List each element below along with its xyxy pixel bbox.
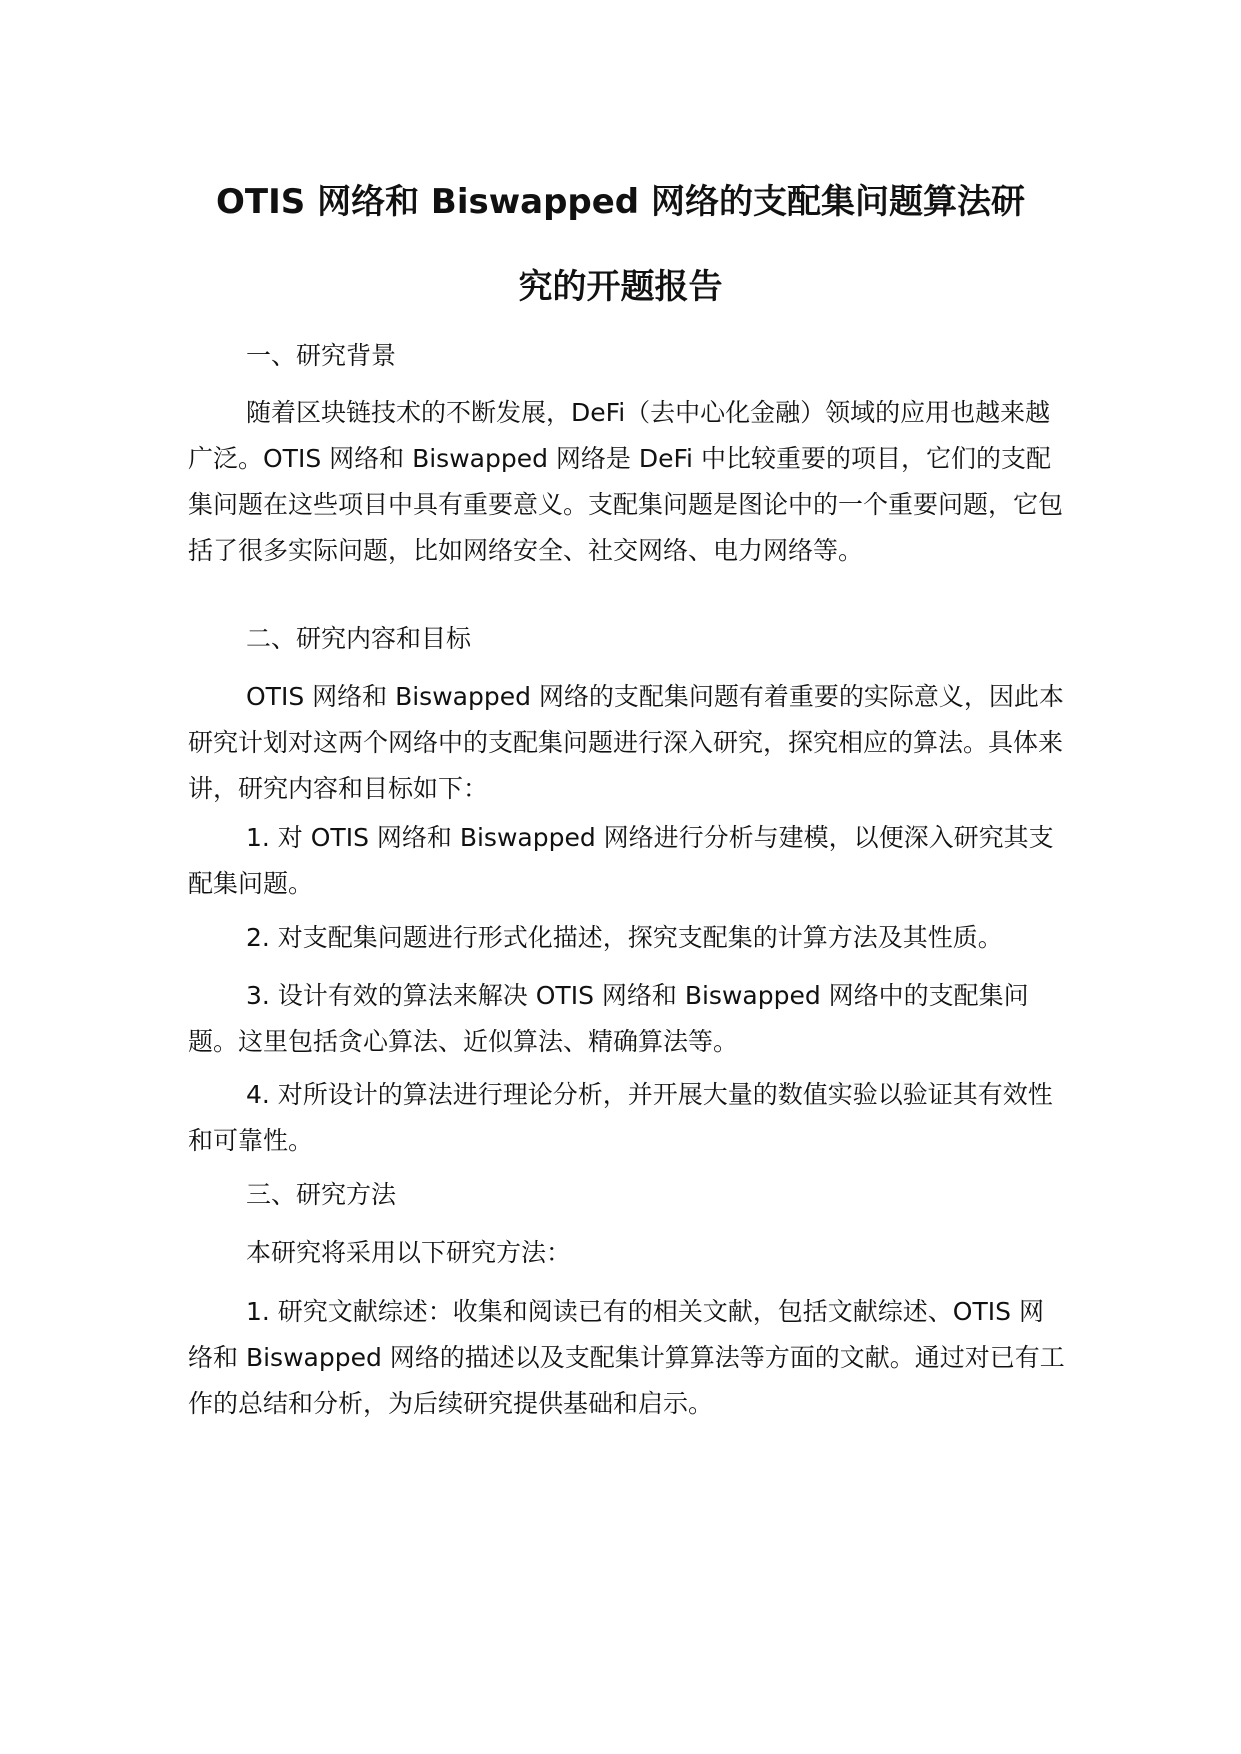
goal-item-2: 2. 对支配集问题进行形式化描述，探究支配集的计算方法及其性质。 <box>246 923 1003 952</box>
goal-item-1: 1. 对 OTIS 网络和 Biswapped 网络进行分析与建模，以便深入研究其支配集问题。 <box>188 823 1054 898</box>
section-heading-content-goals: 二、研究内容和目标 <box>246 624 472 653</box>
document-title-line-2: 究的开题报告 <box>518 267 723 307</box>
section-heading-background: 一、研究背景 <box>246 341 397 370</box>
content-goals-paragraph: OTIS 网络和 Biswapped 网络的支配集问题有着重要的实际意义，因此本研究计划对这两个网络中的支配集问题进行深入研究，探究相应的算法。具体来讲，研究内容和目标如下： <box>188 682 1064 803</box>
methods-paragraph: 本研究将采用以下研究方法： <box>246 1238 572 1267</box>
goal-item-3: 3. 设计有效的算法来解决 OTIS 网络和 Biswapped 网络中的支配集问题。这里包括贪心算法、近似算法、精确算法等。 <box>188 981 1029 1056</box>
method-item-1: 1. 研究文献综述：收集和阅读已有的相关文献，包括文献综述、OTIS 网络和 Biswapped 网络的描述以及支配集计算算法等方面的文献。通过对已有工作的总结和分析，为后续研究提供基础和启示。 <box>188 1297 1065 1418</box>
document-title-line-1: OTIS 网络和 Biswapped 网络的支配集问题算法研 <box>216 182 1025 222</box>
goal-item-4: 4. 对所设计的算法进行理论分析，并开展大量的数值实验以验证其有效性和可靠性。 <box>188 1080 1053 1155</box>
background-paragraph: 随着区块链技术的不断发展，DeFi（去中心化金融）领域的应用也越来越广泛。OTIS 网络和 Biswapped 网络是 DeFi 中比较重要的项目，它们的支配集问题在这些项目中具有重要意义。支配集问题是图论中的一个重要问题，它包括了很多实际问题，比如网络安全、社交网络、电力网络等。 <box>188 398 1064 565</box>
section-heading-methods: 三、研究方法 <box>246 1180 397 1209</box>
